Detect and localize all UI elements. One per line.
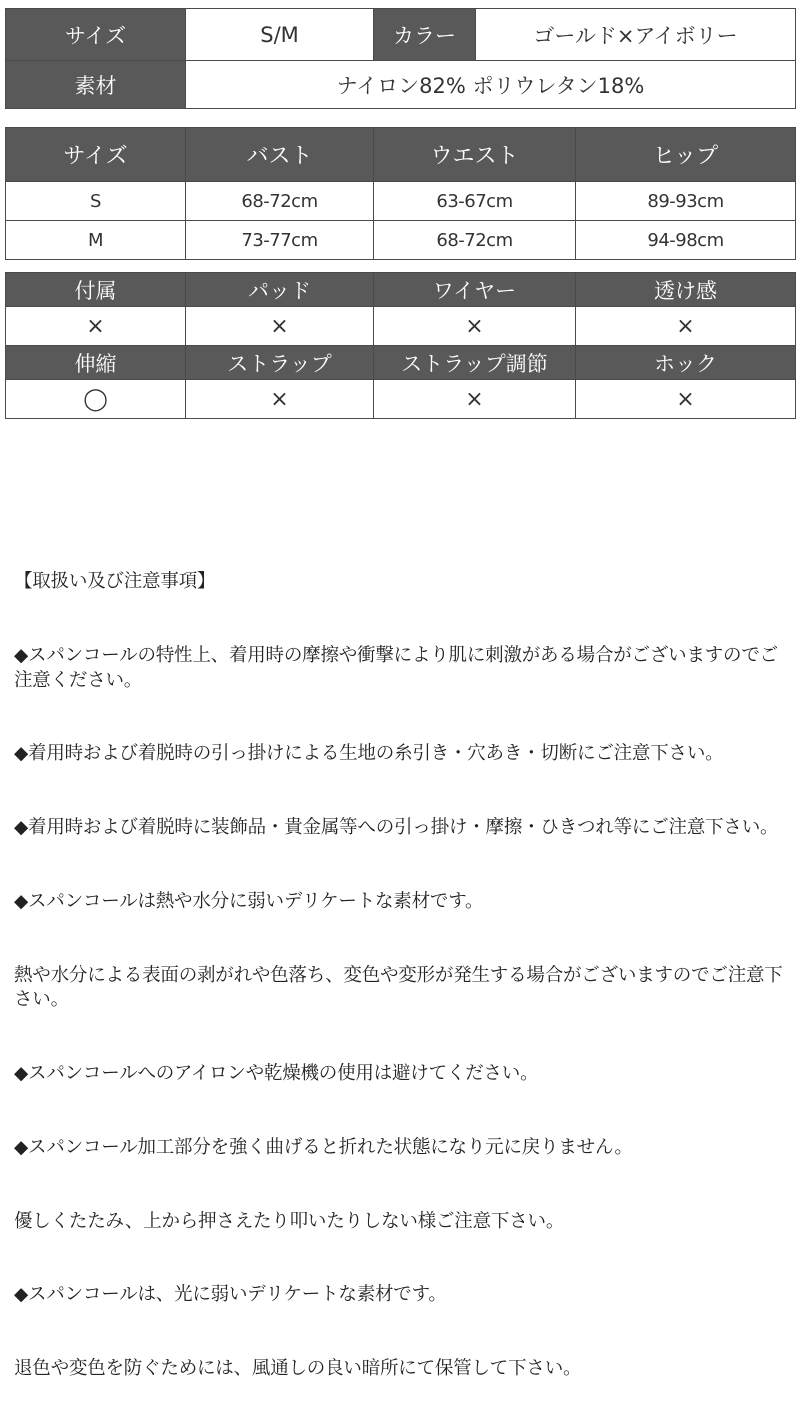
care-notes	[14, 521, 796, 1406]
feature-header-row	[6, 273, 796, 307]
notes-title: 【取扱い及び注意事項】	[14, 571, 216, 593]
note-line: ◆着用時および着脱時の引っ掛けによる生地の糸引き・穴あき・切断にご注意下さい。	[14, 743, 724, 765]
feature-value-row	[6, 307, 796, 346]
hip-cell: 94-98cm	[576, 221, 796, 260]
strap-value: ×	[186, 380, 374, 419]
table-row	[6, 182, 796, 221]
note-line: ◆スパンコールの特性上、着用時の摩擦や衝撃により肌に刺激がある場合がございますのでご注意ください。	[14, 644, 778, 691]
hip-cell: 89-93cm	[576, 182, 796, 221]
size-table-header	[6, 128, 796, 182]
bust-cell: 68-72cm	[186, 182, 374, 221]
pad-value: ×	[186, 307, 374, 346]
color-label: カラー	[374, 9, 476, 61]
feature-value-row	[6, 380, 796, 419]
sheer-value: ×	[576, 307, 796, 346]
feature-header-hook: ホック	[576, 346, 796, 380]
feature-header-pad: パッド	[186, 273, 374, 307]
color-value: ゴールド×アイボリー	[476, 9, 796, 61]
feature-header-row	[6, 346, 796, 380]
bust-cell: 73-77cm	[186, 221, 374, 260]
feature-header-accessory: 付属	[6, 273, 186, 307]
feature-header-stretch: 伸縮	[6, 346, 186, 380]
feature-header-sheer: 透け感	[576, 273, 796, 307]
size-header-waist: ウエスト	[374, 128, 576, 182]
note-line: 熱や水分による表面の剥がれや色落ち、変色や変形が発生する場合がございますのでご注意下さい。	[14, 964, 783, 1011]
size-table	[5, 127, 796, 260]
waist-cell: 68-72cm	[374, 221, 576, 260]
feature-header-strap: ストラップ	[186, 346, 374, 380]
note-line: 優しくたたみ、上から押さえたり叩いたりしない様ご注意下さい。	[14, 1210, 565, 1232]
note-line: ◆スパンコール加工部分を強く曲げると折れた状態になり元に戻りません。	[14, 1136, 633, 1158]
strap-adjust-value: ×	[374, 380, 576, 419]
accessory-value: ×	[6, 307, 186, 346]
spec-table	[5, 8, 796, 109]
spec-row-material	[6, 61, 796, 109]
note-line: 退色や変色を防ぐためには、風通しの良い暗所にて保管して下さい。	[14, 1358, 582, 1380]
feature-header-wire: ワイヤー	[374, 273, 576, 307]
material-label: 素材	[6, 61, 186, 109]
table-row	[6, 221, 796, 260]
material-value: ナイロン82% ポリウレタン18%	[186, 61, 796, 109]
size-value: S/M	[186, 9, 374, 61]
note-line: ◆スパンコールは、光に弱いデリケートな素材です。	[14, 1284, 447, 1306]
feature-header-strap-adjust: ストラップ調節	[374, 346, 576, 380]
waist-cell: 63-67cm	[374, 182, 576, 221]
hook-value: ×	[576, 380, 796, 419]
note-line: ◆スパンコールへのアイロンや乾燥機の使用は避けてください。	[14, 1063, 539, 1085]
wire-value: ×	[374, 307, 576, 346]
size-header-bust: バスト	[186, 128, 374, 182]
size-cell: S	[6, 182, 186, 221]
feature-table	[5, 272, 796, 419]
note-line: ◆スパンコールは熱や水分に弱いデリケートな素材です。	[14, 890, 484, 912]
size-header-size: サイズ	[6, 128, 186, 182]
size-header-hip: ヒップ	[576, 128, 796, 182]
size-cell: M	[6, 221, 186, 260]
size-label: サイズ	[6, 9, 186, 61]
stretch-value: ◯	[6, 380, 186, 419]
note-line: ◆着用時および着脱時に装飾品・貴金属等への引っ掛け・摩擦・ひきつれ等にご注意下さい。	[14, 817, 779, 839]
spec-row-size	[6, 9, 796, 61]
